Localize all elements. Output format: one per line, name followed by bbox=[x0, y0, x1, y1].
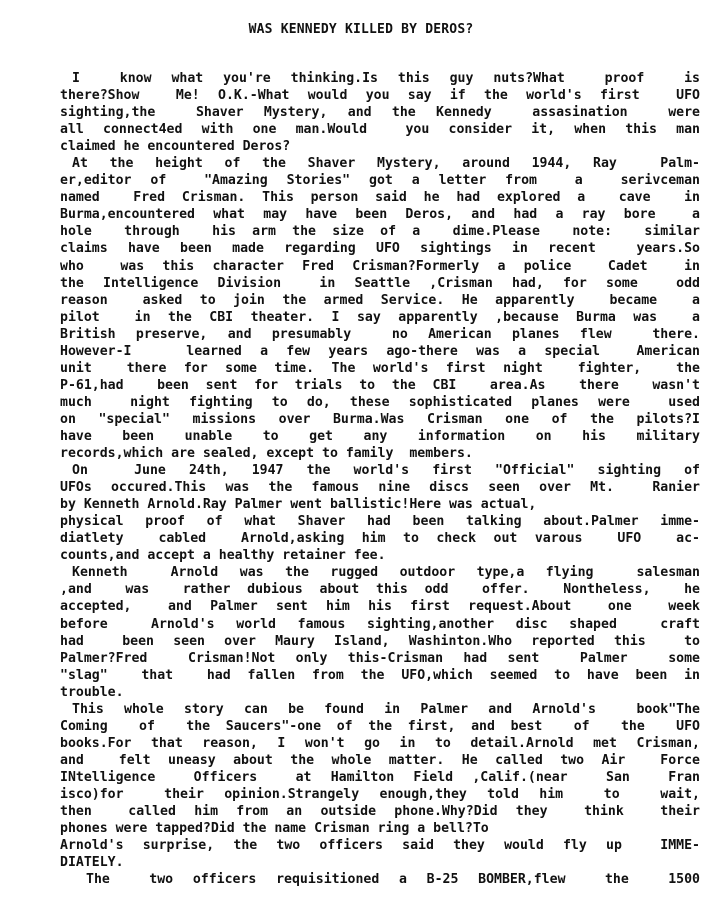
text-line: had been seen over Maury Island, Washinton.Who reported this to bbox=[60, 633, 700, 649]
text-line: records,which are sealed, except to family members. bbox=[60, 446, 473, 462]
text-line: claims have been made regarding UFO sightings in recent years.So bbox=[60, 241, 700, 257]
text-line: much night fighting to do, these sophisticated planes were used bbox=[60, 394, 700, 410]
text-line: unit there for some time. The world's first night fighter, the bbox=[60, 360, 700, 376]
text-line: Palmer?Fred Crisman!Not only this-Crisman had sent Palmer some bbox=[60, 650, 700, 666]
text-line: reason asked to join the armed Service. He apparently became a bbox=[60, 292, 700, 308]
text-line: "slag" that had fallen from the UFO,which seemed to have been in bbox=[60, 667, 700, 683]
page-title: WAS KENNEDY KILLED BY DEROS? bbox=[248, 22, 474, 37]
text-line: DIATELY. bbox=[60, 855, 124, 871]
text-line: er,editor of "Amazing Stories" got a letter from a serivceman bbox=[60, 173, 700, 189]
text-line: have been unable to get any information on his military bbox=[60, 428, 700, 444]
text-line: However-I learned a few years ago-there was a special American bbox=[60, 343, 700, 359]
text-line: hole through his arm the size of a dime.Please note: similar bbox=[60, 224, 700, 240]
text-line: the Intelligence Division in Seattle ,Crisman had, for some odd bbox=[60, 275, 700, 291]
text-line: pilot in the CBI theater. I say apparently ,because Burma was a bbox=[60, 309, 700, 325]
text-line: Coming of the Saucers"-one of the first, and best of the UFO bbox=[60, 718, 700, 734]
text-line: accepted, and Palmer sent him his first request.About one week bbox=[60, 599, 700, 615]
text-line: ,and was rather dubious about this odd offer. Nontheless, he bbox=[60, 582, 700, 598]
text-line: Kenneth Arnold was the rugged outdoor type,a flying salesman bbox=[72, 565, 700, 581]
text-line: who was this character Fred Crisman?Formerly a police Cadet in bbox=[60, 258, 700, 274]
text-line: trouble. bbox=[60, 684, 124, 700]
text-line: phones were tapped?Did the name Crisman ring a bell?To bbox=[60, 821, 489, 837]
text-line: physical proof of what Shaver had been talking about.Palmer imme- bbox=[60, 514, 700, 530]
text-line: sighting,the Shaver Mystery, and the Kennedy assasination were bbox=[60, 105, 700, 121]
text-line: This whole story can be found in Palmer and Arnold's book"The bbox=[72, 701, 700, 717]
text-line: The two officers requisitioned a B-25 BOMBER,flew the 1500 bbox=[86, 872, 700, 888]
text-line: British preserve, and presumably no American planes flew there. bbox=[60, 326, 700, 342]
text-line: P-61,had been sent for trials to the CBI area.As there wasn't bbox=[60, 377, 700, 393]
text-line: on "special" missions over Burma.Was Crisman one of the pilots?I bbox=[60, 411, 700, 427]
text-line: books.For that reason, I won't go in to detail.Arnold met Crisman, bbox=[60, 735, 700, 751]
text-line: UFOs occured.This was the famous nine discs seen over Mt. Ranier bbox=[60, 480, 700, 496]
document-body bbox=[60, 70, 700, 888]
text-line: isco)for their opinion.Strangely enough,they told him to wait, bbox=[60, 786, 700, 802]
text-line: counts,and accept a healthy retainer fee. bbox=[60, 548, 386, 564]
text-line: then called him from an outside phone.Why?Did they think their bbox=[60, 804, 700, 820]
text-line: I know what you're thinking.Is this guy nuts?What proof is bbox=[72, 71, 700, 86]
text-line: and felt uneasy about the whole matter. He called two Air Force bbox=[60, 752, 700, 768]
text-line: named Fred Crisman. This person said he had explored a cave in bbox=[60, 190, 700, 206]
text-line: by Kenneth Arnold.Ray Palmer went ballistic!Here was actual, bbox=[60, 497, 537, 513]
text-line: before Arnold's world famous sighting,another disc shaped craft bbox=[60, 616, 700, 632]
text-line: all connect4ed with one man.Would you consider it, when this man bbox=[60, 122, 700, 138]
text-line: Arnold's surprise, the two officers said they would fly up IMME- bbox=[60, 838, 700, 854]
text-line: On June 24th, 1947 the world's first "Official" sighting of bbox=[72, 463, 700, 479]
text-line: INtelligence Officers at Hamilton Field ,Calif.(near San Fran bbox=[60, 769, 700, 785]
text-line: claimed he encountered Deros? bbox=[60, 139, 291, 155]
text-line: diatlety cabled Arnold,asking him to check out varous UFO ac- bbox=[60, 531, 700, 547]
text-line: Burma,encountered what may have been Deros, and had a ray bore a bbox=[60, 207, 700, 223]
text-line: At the height of the Shaver Mystery, around 1944, Ray Palm- bbox=[72, 156, 700, 172]
text-line: there?Show Me! O.K.-What would you say if the world's first UFO bbox=[60, 88, 700, 104]
